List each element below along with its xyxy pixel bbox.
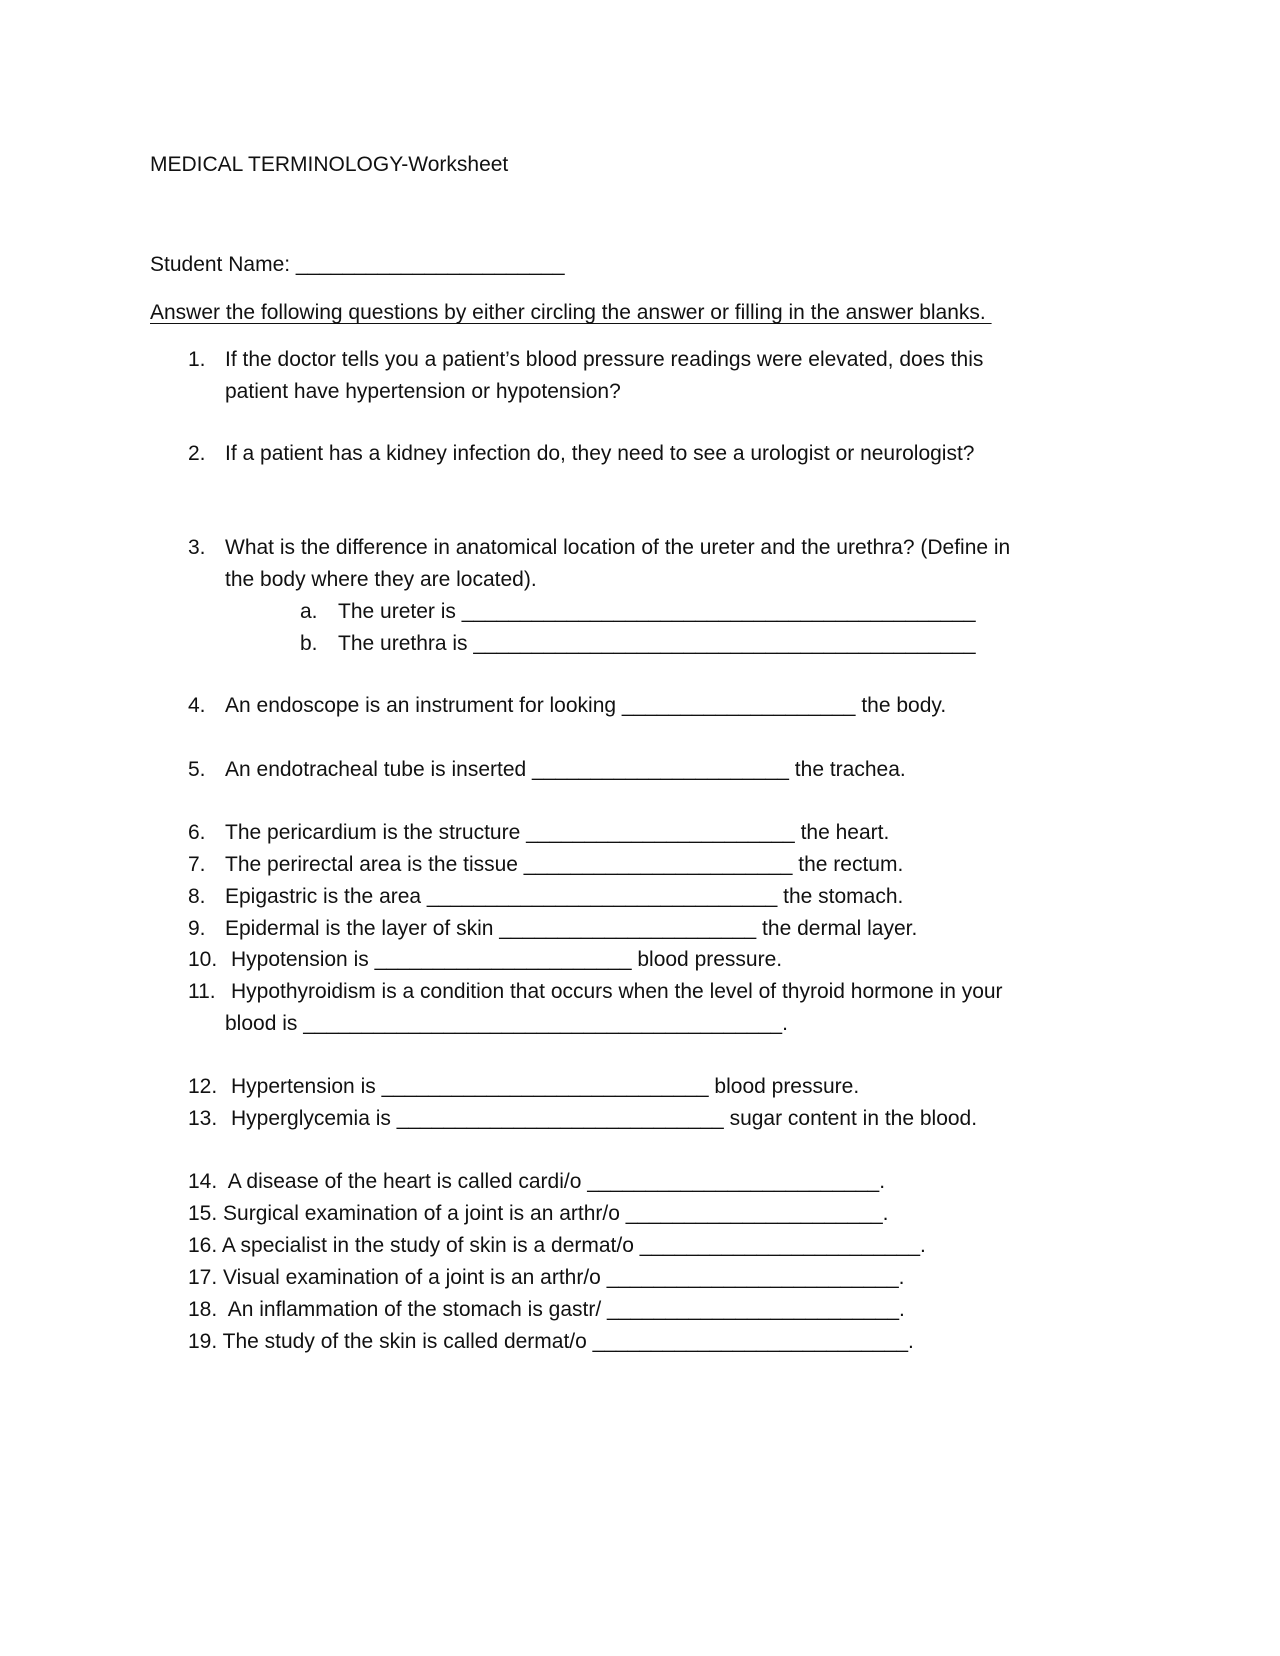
question-11-number: 11. — [188, 980, 216, 1003]
question-3a-text: The ureter is ____________________________________________ — [338, 600, 976, 623]
question-3a-letter: a. — [300, 600, 318, 623]
question-3b-text: The urethra is ___________________________________________ — [338, 632, 976, 655]
question-8-number: 8. — [188, 885, 206, 908]
question-17: 17. Visual examination of a joint is an arthr/o _________________________. — [188, 1266, 905, 1289]
question-3-line-1: What is the difference in anatomical location of the ureter and the urethra? (Define in — [225, 536, 1011, 559]
question-1-line-1: If the doctor tells you a patient’s blood pressure readings were elevated, does this — [225, 348, 984, 371]
question-7-number: 7. — [188, 853, 206, 876]
question-3-number: 3. — [188, 536, 206, 559]
question-13-number: 13. — [188, 1107, 218, 1130]
question-6-text: The pericardium is the structure _______________________ the heart. — [225, 821, 890, 844]
question-15: 15. Surgical examination of a joint is an arthr/o ______________________. — [188, 1202, 889, 1225]
question-4-text: An endoscope is an instrument for looking ____________________ the body. — [225, 694, 947, 717]
question-5-number: 5. — [188, 758, 206, 781]
question-2-line-1: If a patient has a kidney infection do, they need to see a urologist or neurologist? — [225, 442, 975, 465]
question-12-number: 12. — [188, 1075, 218, 1098]
instructions: Answer the following questions by either circling the answer or filling in the answer blanks. — [150, 301, 992, 324]
question-8-text: Epigastric is the area ______________________________ the stomach. — [225, 885, 904, 908]
question-3b-letter: b. — [300, 632, 318, 655]
question-3-line-2: the body where they are located). — [225, 568, 537, 591]
question-7-text: The perirectal area is the tissue _______________________ the rectum. — [225, 853, 904, 876]
question-9-text: Epidermal is the layer of skin ______________________ the dermal layer. — [225, 917, 918, 940]
worksheet-title: MEDICAL TERMINOLOGY-Worksheet — [150, 153, 509, 176]
question-10-number: 10. — [188, 948, 218, 971]
question-2-number: 2. — [188, 442, 206, 465]
question-4-number: 4. — [188, 694, 206, 717]
question-18: 18. An inflammation of the stomach is gastr/ _________________________. — [188, 1298, 905, 1321]
question-9-number: 9. — [188, 917, 206, 940]
question-1-number: 1. — [188, 348, 206, 371]
question-19: 19. The study of the skin is called dermat/o ___________________________. — [188, 1330, 914, 1353]
question-11-line-1: Hypothyroidism is a condition that occurs when the level of thyroid hormone in your — [231, 980, 1003, 1003]
question-1-line-2: patient have hypertension or hypotension? — [225, 380, 621, 403]
question-6-number: 6. — [188, 821, 206, 844]
question-10-text: Hypotension is ______________________ blood pressure. — [231, 948, 783, 971]
question-12-text: Hypertension is ____________________________ blood pressure. — [231, 1075, 860, 1098]
question-16: 16. A specialist in the study of skin is a dermat/o ________________________. — [188, 1234, 926, 1257]
student-name-field: Student Name: _______________________ — [150, 253, 565, 276]
question-11-line-2: blood is _________________________________________. — [225, 1012, 788, 1035]
question-14: 14. A disease of the heart is called cardi/o _________________________. — [188, 1170, 886, 1193]
question-5-text: An endotracheal tube is inserted ______________________ the trachea. — [225, 758, 906, 781]
question-13-text: Hyperglycemia is ____________________________ sugar content in the blood. — [231, 1107, 978, 1130]
